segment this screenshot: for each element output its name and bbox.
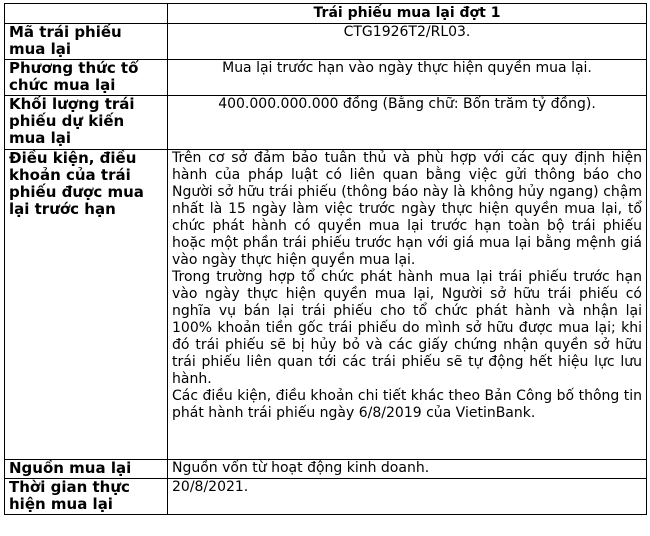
header-blank-cell bbox=[5, 4, 168, 24]
bond-buyback-table bbox=[4, 3, 647, 515]
table-row bbox=[5, 150, 647, 460]
conditions-paragraph-3: Các điều kiện, điều khoản chi tiết khác theo Bản Công bố thông tin phát hành trái phiếu ngày 6/8/2019 của VietinBank. bbox=[172, 388, 642, 421]
row-value-volume: 400.000.000.000 đồng (Bằng chữ: Bốn trăm tỷ đồng). bbox=[168, 96, 647, 150]
table-row bbox=[5, 479, 647, 515]
table-header-row bbox=[5, 4, 647, 24]
row-value-bond-code: CTG1926T2/RL03. bbox=[168, 24, 647, 60]
row-label-bond-code: Mã trái phiếu mua lại bbox=[5, 24, 168, 60]
row-label-volume: Khối lượng trái phiếu dự kiến mua lại bbox=[5, 96, 168, 150]
conditions-paragraph-2: Trong trường hợp tổ chức phát hành mua lại trái phiếu trước hạn vào ngày thực hiện quyền mua lại, Người sở hữu trái phiếu có nghĩa vụ bán lại trái phiếu cho tổ chức phát hành và nhận lại 100% khoản tiền gốc trái phiếu do mình sở hữu được mua lại; khi đó trái phiếu sẽ bị hủy bỏ và các giấy chứng nhận quyền sở hữu trái phiếu liên quan tới các trái phiếu sẽ tự động hết hiệu lực lưu hành. bbox=[172, 269, 642, 387]
table-row bbox=[5, 24, 647, 60]
table-row bbox=[5, 60, 647, 96]
conditions-paragraph-1: Trên cơ sở đảm bảo tuân thủ và phù hợp với các quy định hiện hành của pháp luật có liên quan bằng việc gửi thông báo cho Người sở hữu trái phiếu (thông báo này là không hủy ngang) chậm nhất là 15 ngày làm việc trước ngày thực hiện quyền mua lại, tổ chức phát hành có quyền mua lại trước hạn toàn bộ trái phiếu hoặc một phần trái phiếu trước hạn với giá mua lại bằng mệnh giá vào ngày thực hiện quyền mua lại. bbox=[172, 150, 642, 268]
header-column-title: Trái phiếu mua lại đợt 1 bbox=[168, 4, 647, 24]
row-value-funding-source: Nguồn vốn từ hoạt động kinh doanh. bbox=[168, 460, 647, 479]
row-value-conditions bbox=[168, 150, 647, 460]
row-label-funding-source: Nguồn mua lại bbox=[5, 460, 168, 479]
row-label-buyback-method: Phương thức tổ chức mua lại bbox=[5, 60, 168, 96]
row-value-buyback-method: Mua lại trước hạn vào ngày thực hiện quyền mua lại. bbox=[168, 60, 647, 96]
table-row bbox=[5, 460, 647, 479]
row-label-execution-time: Thời gian thực hiện mua lại bbox=[5, 479, 168, 515]
row-label-conditions: Điều kiện, điều khoản của trái phiếu được mua lại trước hạn bbox=[5, 150, 168, 460]
row-value-execution-time: 20/8/2021. bbox=[168, 479, 647, 515]
table-row bbox=[5, 96, 647, 150]
